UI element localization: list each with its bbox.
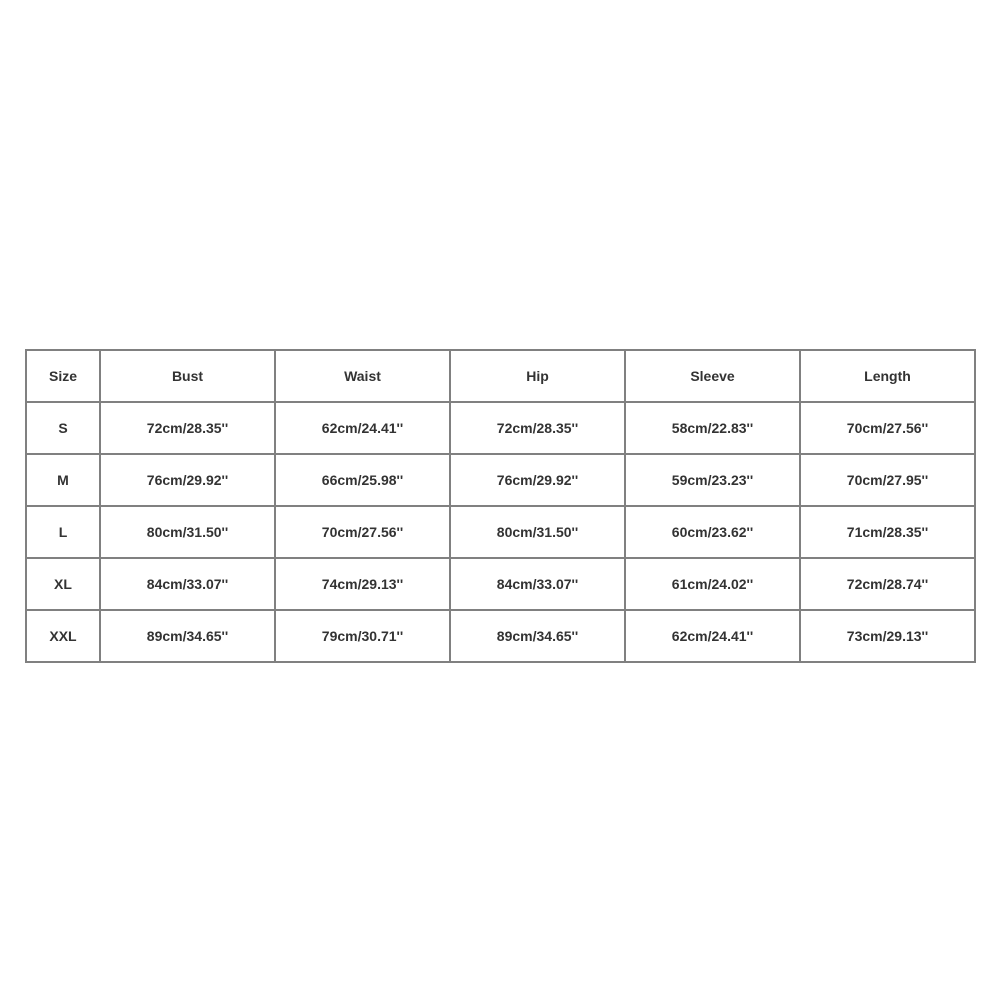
sleeve-cell: 61cm/24.02'' (625, 558, 800, 610)
length-cell: 72cm/28.74'' (800, 558, 975, 610)
hip-cell: 80cm/31.50'' (450, 506, 625, 558)
length-cell: 70cm/27.56'' (800, 402, 975, 454)
bust-cell: 76cm/29.92'' (100, 454, 275, 506)
sleeve-cell: 58cm/22.83'' (625, 402, 800, 454)
header-row (26, 350, 975, 402)
size-cell: XXL (26, 610, 100, 662)
table-row (26, 454, 975, 506)
table-row (26, 506, 975, 558)
header-sleeve: Sleeve (625, 350, 800, 402)
bust-cell: 80cm/31.50'' (100, 506, 275, 558)
bust-cell: 72cm/28.35'' (100, 402, 275, 454)
bust-cell: 89cm/34.65'' (100, 610, 275, 662)
length-cell: 73cm/29.13'' (800, 610, 975, 662)
waist-cell: 79cm/30.71'' (275, 610, 450, 662)
header-waist: Waist (275, 350, 450, 402)
length-cell: 71cm/28.35'' (800, 506, 975, 558)
sleeve-cell: 60cm/23.62'' (625, 506, 800, 558)
header-size: Size (26, 350, 100, 402)
size-cell: XL (26, 558, 100, 610)
header-length: Length (800, 350, 975, 402)
waist-cell: 70cm/27.56'' (275, 506, 450, 558)
size-chart-table (25, 349, 976, 663)
table-row (26, 558, 975, 610)
sleeve-cell: 62cm/24.41'' (625, 610, 800, 662)
hip-cell: 76cm/29.92'' (450, 454, 625, 506)
header-hip: Hip (450, 350, 625, 402)
size-cell: S (26, 402, 100, 454)
header-bust: Bust (100, 350, 275, 402)
size-cell: M (26, 454, 100, 506)
waist-cell: 62cm/24.41'' (275, 402, 450, 454)
hip-cell: 84cm/33.07'' (450, 558, 625, 610)
waist-cell: 66cm/25.98'' (275, 454, 450, 506)
waist-cell: 74cm/29.13'' (275, 558, 450, 610)
bust-cell: 84cm/33.07'' (100, 558, 275, 610)
table-row (26, 402, 975, 454)
hip-cell: 72cm/28.35'' (450, 402, 625, 454)
size-cell: L (26, 506, 100, 558)
length-cell: 70cm/27.95'' (800, 454, 975, 506)
sleeve-cell: 59cm/23.23'' (625, 454, 800, 506)
table-row (26, 610, 975, 662)
hip-cell: 89cm/34.65'' (450, 610, 625, 662)
